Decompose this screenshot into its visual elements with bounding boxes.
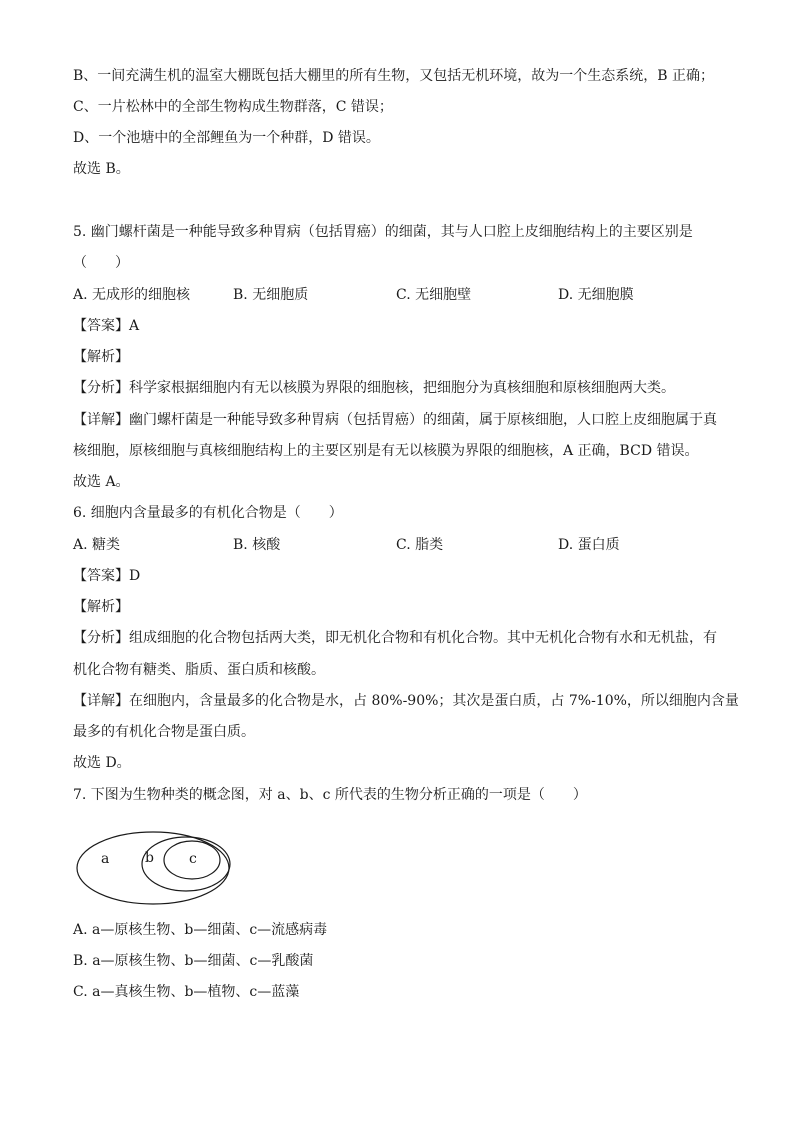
prev-answer-line-d: D、一个池塘中的全部鲤鱼为一个种群，D 错误。 [73,130,380,146]
q6-option-c: C. 脂类 [396,537,444,553]
q5-xiangjie-line1 [73,410,717,430]
q5-xiangjie-line2: 核细胞，原核细胞与真核细胞结构上的主要区别是有无以核膜为界限的细胞核，A 正确，BCD 错误。 [73,443,699,459]
answer-tag: 【答案】 [73,318,129,334]
prev-conclusion: 故选 B。 [73,161,130,177]
label-b: b [145,850,154,866]
q5-option-b: B. 无细胞质 [233,287,309,303]
q7-stem: 7. 下图为生物种类的概念图，对 a、b、c 所代表的生物分析正确的一项是（ ） [73,787,587,803]
q5-fenxi [73,378,675,398]
q6-xiangjie-line1 [73,691,739,711]
xiangjie-text: 幽门螺杆菌是一种能导致多种胃病（包括胃癌）的细菌，属于原核细胞，人口腔上皮细胞属于真 [129,412,717,428]
middle-ellipse-b [142,837,230,891]
answer-value: A [129,318,140,334]
outer-ellipse-a [77,832,229,904]
concept-diagram [76,830,236,906]
q6-option-d: D. 蛋白质 [558,537,620,553]
xiangjie-text: 在细胞内，含量最多的化合物是水，占 80%-90%；其次是蛋白质，占 7%-10%，所以细胞内含量 [129,693,739,709]
xiangjie-tag: 【详解】 [73,693,129,709]
q7-option-b: B. a—原核生物、b—细菌、c—乳酸菌 [73,953,314,969]
label-a: a [101,851,110,867]
fenxi-text: 科学家根据细胞内有无以核膜为界限的细胞核，把细胞分为真核细胞和原核细胞两大类。 [129,380,675,396]
q6-option-b: B. 核酸 [233,537,281,553]
q6-option-a: A. 糖类 [73,537,121,553]
xiangjie-tag: 【详解】 [73,412,129,428]
q6-xiangjie-line2: 最多的有机化合物是蛋白质。 [73,724,255,740]
q5-option-d: D. 无细胞膜 [558,287,634,303]
label-c: c [189,851,197,867]
q6-stem: 6. 细胞内含量最多的有机化合物是（ ） [73,505,343,521]
q7-option-a: A. a—原核生物、b—细菌、c—流感病毒 [73,922,328,938]
q6-conclusion: 故选 D。 [73,755,131,771]
q5-answer [73,316,139,336]
answer-tag: 【答案】 [73,568,129,584]
prev-answer-line-c: C、一片松林中的全部生物构成生物群落，C 错误； [73,99,393,115]
q6-fenxi-line1 [73,628,717,648]
q5-analysis-heading: 【解析】 [73,349,129,365]
answer-value: D [129,568,141,584]
q5-option-a: A. 无成形的细胞核 [73,287,191,303]
q5-conclusion: 故选 A。 [73,474,130,490]
q5-stem: 5. 幽门螺杆菌是一种能导致多种胃病（包括胃癌）的细菌，其与人口腔上皮细胞结构上的主要区别是 [73,224,693,240]
fenxi-tag: 【分析】 [73,630,129,646]
q6-analysis-heading: 【解析】 [73,599,129,615]
q5-option-c: C. 无细胞壁 [396,287,472,303]
q5-paren: （ ） [73,255,129,271]
fenxi-tag: 【分析】 [73,380,129,396]
q6-answer [73,566,140,586]
q7-option-c: C. a—真核生物、b—植物、c—蓝藻 [73,984,300,1000]
prev-answer-line-b: B、一间充满生机的温室大棚既包括大棚里的所有生物，又包括无机环境，故为一个生态系统，B 正确； [73,68,715,84]
fenxi-text: 组成细胞的化合物包括两大类，即无机化合物和有机化合物。其中无机化合物有水和无机盐，有 [129,630,717,646]
q6-fenxi-line2: 机化合物有糖类、脂质、蛋白质和核酸。 [73,662,325,678]
